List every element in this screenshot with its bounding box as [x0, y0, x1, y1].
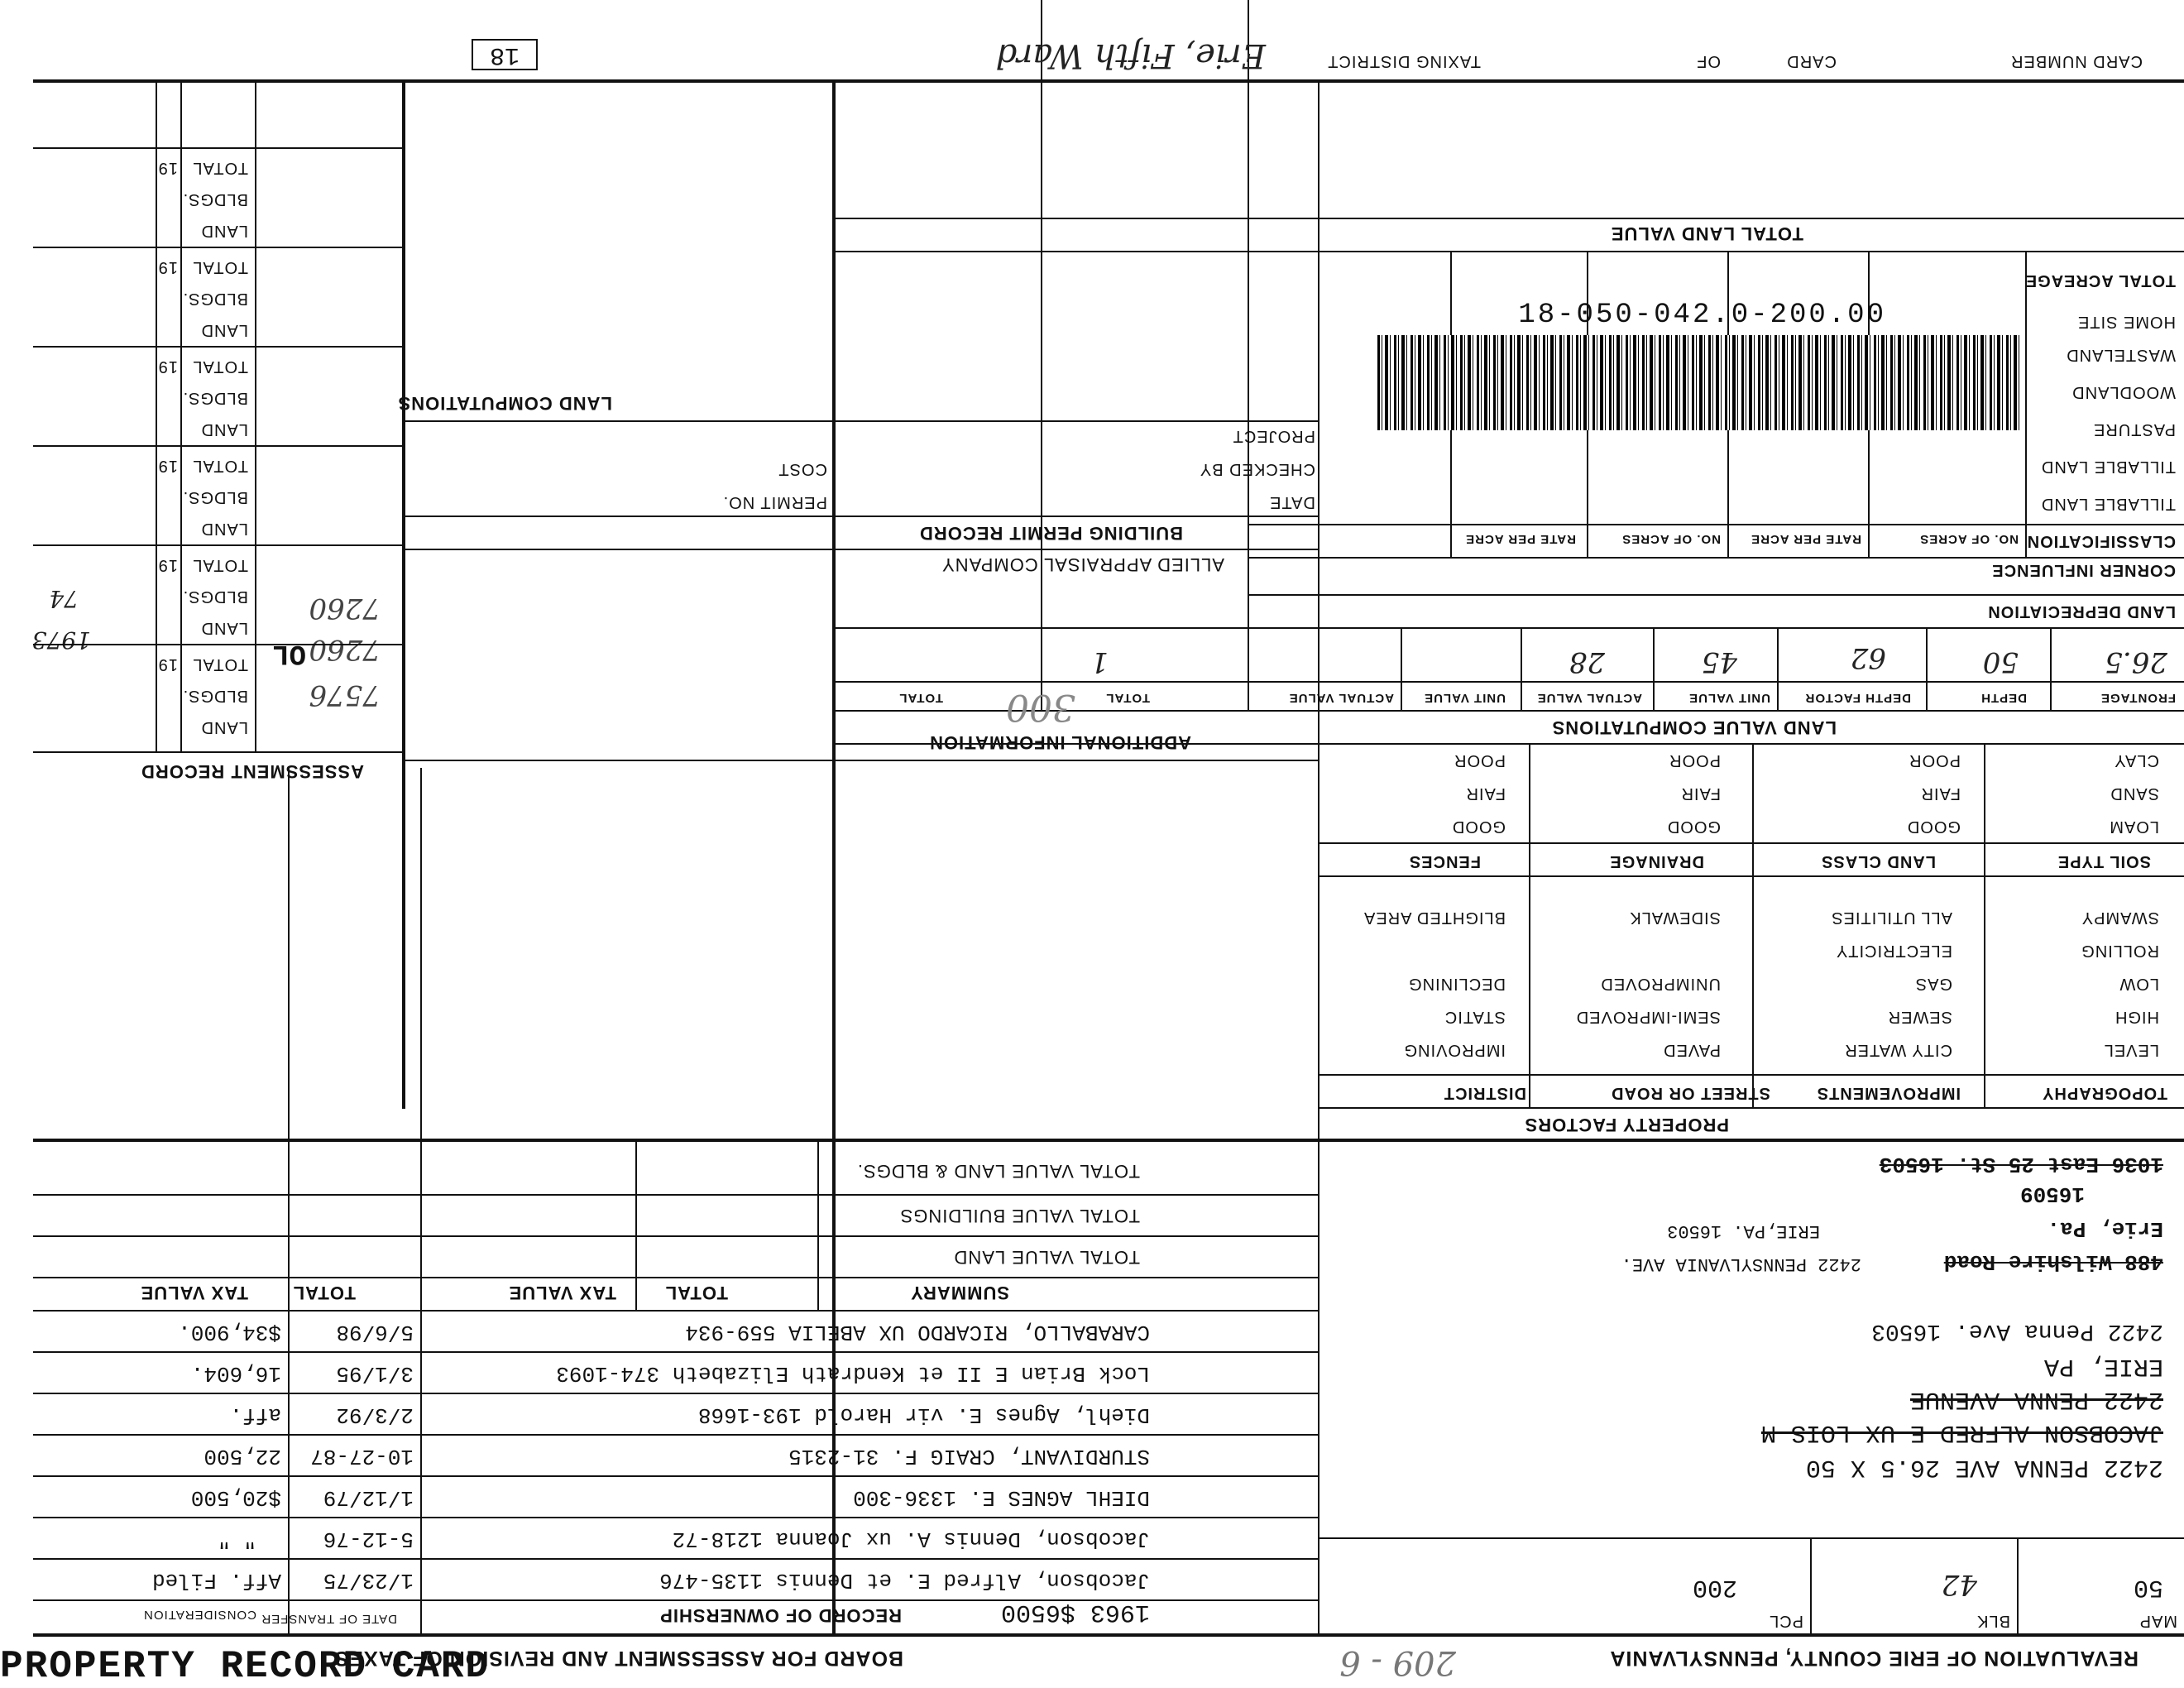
rate-header-2: RATE PER ACRE — [1465, 532, 1576, 546]
pasture-label: PASTURE — [2093, 420, 2176, 439]
woodland-label: WOODLAND — [2071, 383, 2176, 401]
topo-low: LOW — [2119, 975, 2159, 993]
owner-row-1: Jacobson, Alfred E. et Dennis 1135-476 — [659, 1568, 1150, 1593]
frontage-value: 26.5 — [2105, 645, 2167, 679]
address-line2: JACOBSON ALFRED E UX LOIS M — [1760, 1418, 2163, 1446]
owner-row-2-consideration: " " — [218, 1527, 256, 1551]
taxing-district-value: Erie, Fifth Ward — [995, 36, 1266, 74]
assess-total-2: TOTAL — [192, 556, 248, 574]
district-blighted: BLIGHTED AREA — [1363, 909, 1506, 927]
assess-total-4: TOTAL — [192, 357, 248, 376]
blk-label: BLK — [1976, 1612, 2010, 1630]
rate-header-1: RATE PER ACRE — [1751, 532, 1861, 546]
district-header: DISTRICT — [1443, 1084, 1526, 1102]
owner-row-6-date: 3/1/95 — [336, 1361, 414, 1386]
barcode-number: 18-050-042.0-200.00 — [1518, 300, 1886, 331]
fences-header: FENCES — [1408, 852, 1481, 870]
drainage-good: GOOD — [1666, 818, 1721, 836]
total-entry: 1 — [1090, 645, 1109, 679]
corner-influence-label: CORNER INFLUENCE — [1991, 561, 2176, 579]
checked-by-label: CHECKED BY — [1199, 460, 1315, 478]
assess-bldgs-3: BLDGS. — [182, 488, 248, 506]
owner-row-4: STURDIVANT, CRAIG F. 31-2315 — [788, 1444, 1150, 1469]
land-depreciation-label: LAND DEPRECIATION — [1987, 602, 2176, 621]
address-line9: 1036 East 25 St. 16503 — [1879, 1152, 2163, 1177]
improvements-header: IMPROVEMENTS — [1816, 1084, 1961, 1102]
owner-row-5-date: 2/3/92 — [336, 1403, 414, 1427]
topo-level: LEVEL — [2103, 1041, 2159, 1059]
district-improving: IMPROVING — [1403, 1041, 1506, 1059]
assess-bldgs-5: BLDGS. — [182, 290, 248, 308]
class-fair: FAIR — [1920, 784, 1961, 803]
owner-row-5: Diehl, Agnes E. vir Harold 193-1668 — [697, 1403, 1150, 1427]
drainage-fair: FAIR — [1680, 784, 1721, 803]
owner-row-3: DIEHL AGNES E. 1336-300 — [853, 1485, 1150, 1510]
actual-value-entry: 28 — [1569, 645, 1605, 679]
assess-land-2: LAND — [200, 619, 248, 637]
ol-mark: OL — [272, 637, 306, 669]
owner-row-4-consideration: 22,500 — [204, 1444, 281, 1469]
date-of-transfer-label: DATE OF TRANSFER — [261, 1612, 397, 1626]
assess-total-5: TOTAL — [192, 258, 248, 276]
depth-value: 50 — [1982, 645, 2019, 679]
topo-rolling: ROLLING — [2081, 942, 2159, 960]
assess-bldgs-1: BLDGS. — [182, 687, 248, 705]
owner-row-2: Jacobson, Dennis A. ux Joanna 1218-72 — [672, 1527, 1150, 1551]
allied-mark: 300 — [1006, 686, 1075, 728]
pcl-value: 200 — [1692, 1573, 1737, 1601]
summary-total-2: TOTAL — [292, 1283, 356, 1303]
address-line5: 2422 Penna Ave. 16503 — [1871, 1318, 2163, 1344]
unit-value-header: UNIT VALUE — [1688, 691, 1770, 705]
district-static: STATIC — [1444, 1008, 1506, 1026]
summary-tax-value-2: TAX VALUE — [140, 1283, 248, 1303]
property-factors-title: PROPERTY FACTORS — [1524, 1115, 1729, 1135]
tillable-land-2: TILLABLE LAND — [2040, 458, 2176, 476]
owner-row-6: Lock Brian E II et Kendrath Elizabeth 374-1093 — [556, 1361, 1150, 1386]
drainage-poor: POOR — [1669, 751, 1721, 770]
drainage-header: DRAINAGE — [1609, 852, 1704, 870]
topography-header: TOPOGRAPHY — [2042, 1084, 2167, 1102]
assess-year-3: 19 — [157, 457, 178, 475]
total-land-value-label: TOTAL LAND VALUE — [1610, 223, 1803, 244]
fences-poor: POOR — [1454, 751, 1506, 770]
fences-fair: FAIR — [1465, 784, 1506, 803]
imp-gas: GAS — [1914, 975, 1952, 993]
soil-clay: CLAY — [2114, 751, 2159, 770]
assess-land-4: LAND — [200, 420, 248, 439]
summary-total-land-bldgs: TOTAL VALUE LAND & BLDGS. — [856, 1161, 1140, 1182]
taxing-district-label: TAXING DISTRICT — [1327, 52, 1481, 70]
assess-land-6: LAND — [200, 222, 248, 240]
unit-value-header-2: UNIT VALUE — [1424, 691, 1506, 705]
wasteland-label: WASTELAND — [2066, 346, 2176, 364]
assess-year-4: 19 — [157, 357, 178, 376]
blk-value: 42 — [1941, 1568, 1977, 1601]
assess-year-6: 19 — [157, 159, 178, 177]
summary-total-buildings: TOTAL VALUE BUILDINGS — [899, 1206, 1140, 1226]
imp-sewer: SEWER — [1887, 1008, 1952, 1026]
pcl-label: PCL — [1769, 1612, 1803, 1630]
owner-row-7: CARABALLO, RICARDO UX ABELIA 559-934 — [685, 1320, 1150, 1345]
address-line7: Erie, Pa. — [2047, 1216, 2163, 1241]
address-line8: 16509 — [2019, 1182, 2085, 1206]
owner-row-6-consideration: 16,604. — [190, 1361, 281, 1386]
assess-bldgs-2: BLDGS. — [182, 587, 248, 606]
summary-total-land: TOTAL VALUE LAND — [953, 1247, 1140, 1268]
owner-row-3-consideration: $20,500 — [190, 1485, 281, 1510]
depth-factor-value: 62 — [1850, 641, 1886, 674]
address-line3: 2422 PENNA AVENUE — [1909, 1385, 2163, 1413]
card-title: PROPERTY RECORD CARD — [0, 1645, 491, 1688]
home-site-label: HOME SITE — [2076, 313, 2176, 331]
total-header-1: TOTAL — [1105, 691, 1150, 705]
imp-city-water: CITY WATER — [1844, 1041, 1952, 1059]
assess-total-3: TOTAL — [192, 457, 248, 475]
district-declining: DECLINING — [1408, 975, 1506, 993]
owner-row-1-date: 1/23/75 — [323, 1568, 414, 1593]
summary-tax-value-1: TAX VALUE — [508, 1283, 616, 1303]
address-line4: ERIE, PA — [2043, 1352, 2163, 1380]
topo-high: HIGH — [2115, 1008, 2159, 1026]
assess-bldgs-6: BLDGS. — [182, 190, 248, 209]
project-label: PROJECT — [1232, 427, 1315, 445]
street-paved: PAVED — [1663, 1041, 1721, 1059]
address-line1: 2422 PENNA AVE 26.5 X 50 — [1805, 1453, 2163, 1481]
assess-bldgs-4: BLDGS. — [182, 389, 248, 407]
county-title: REVALUATION OF ERIE COUNTY, PENNSYLVANIA — [1609, 1647, 2138, 1670]
map-label: MAP — [2138, 1612, 2177, 1630]
soil-loam: LOAM — [2109, 818, 2159, 836]
assessment-record-title: ASSESSMENT RECORD — [140, 761, 364, 782]
assessment-value-1: 7576 — [309, 679, 381, 712]
imp-all-utilities: ALL UTILITIES — [1831, 909, 1952, 927]
street-unimproved: UNIMPROVED — [1600, 975, 1721, 993]
header-stamp: 209 - 6 — [1339, 1643, 1456, 1681]
address-line7b: ERIE,PA. 16503 — [1667, 1220, 1820, 1241]
year-price: 1963 $6500 — [1000, 1598, 1150, 1626]
card-number-label: CARD NUMBER — [2010, 52, 2143, 70]
building-permit-label: BUILDING PERMIT RECORD — [919, 523, 1183, 544]
assess-land-5: LAND — [200, 321, 248, 339]
street-semi: SEMI-IMPROVED — [1575, 1008, 1721, 1026]
owner-row-1-consideration: Aff. Filed — [151, 1568, 281, 1593]
assess-year-1: 19 — [157, 655, 178, 674]
sheet-number: 18 — [472, 39, 538, 70]
actual-value-header: ACTUAL VALUE — [1536, 691, 1642, 705]
assessment-value-2: 7260 — [309, 633, 381, 666]
frontage-header: FRONTAGE — [2100, 691, 2176, 705]
year-written: 1973 — [31, 626, 91, 654]
owner-row-3-date: 1/12/79 — [323, 1485, 414, 1510]
ownership-title: RECORD OF OWNERSHIP — [659, 1605, 902, 1626]
date-label: DATE — [1269, 493, 1315, 511]
land-computations-label: LAND COMPUTATIONS — [397, 393, 612, 414]
depth-factor-header: DEPTH FACTOR — [1804, 691, 1911, 705]
assess-land-3: LAND — [200, 520, 248, 538]
class-good: GOOD — [1906, 818, 1961, 836]
topo-swampy: SWAMPY — [2081, 909, 2159, 927]
assess-year-5: 19 — [157, 258, 178, 276]
owner-row-2-date: 5-12-76 — [323, 1527, 414, 1551]
address-line6: 488 Wilshire Road — [1943, 1249, 2163, 1274]
allied-label: ALLIED APPRAISAL COMPANY — [941, 554, 1224, 575]
imp-electricity: ELECTRICITY — [1835, 942, 1952, 960]
land-class-header: LAND CLASS — [1821, 852, 1936, 870]
summary-label: SUMMARY — [910, 1283, 1009, 1303]
address-line6b: 2422 PENNSYLVANIA AVE. — [1621, 1254, 1861, 1274]
cost-label: COST — [778, 460, 827, 478]
owner-row-4-date: 10-27-87 — [310, 1444, 414, 1469]
card-label: CARD — [1786, 52, 1837, 70]
class-poor: POOR — [1909, 751, 1961, 770]
unit-value-entry: 45 — [1701, 645, 1737, 679]
year-74: 74 — [49, 585, 79, 612]
assess-total-6: TOTAL — [192, 159, 248, 177]
owner-row-7-consideration: $34,900. — [178, 1320, 281, 1345]
permit-no-label: PERMIT NO. — [722, 493, 827, 511]
classification-label: CLASSIFICATION — [2026, 532, 2176, 550]
owner-row-5-consideration: aff. — [229, 1403, 281, 1427]
total-acreage-label: TOTAL ACREAGE — [2024, 271, 2176, 290]
consideration-label: CONSIDERATION — [143, 1608, 256, 1622]
assess-year-2: 19 — [157, 556, 178, 574]
parcel-barcode — [1377, 335, 2023, 430]
street-header: STREET OR ROAD — [1611, 1084, 1770, 1102]
summary-total-1: TOTAL — [664, 1283, 728, 1303]
total-header-2: TOTAL — [898, 691, 943, 705]
additional-info-label: ADDITIONAL INFORMATION — [929, 732, 1191, 753]
street-sidewalk: SIDEWALK — [1629, 909, 1721, 927]
soil-type-header: SOIL TYPE — [2057, 852, 2151, 870]
tillable-land-1: TILLABLE LAND — [2040, 495, 2176, 513]
of-label: OF — [1696, 52, 1721, 70]
board-title: BOARD FOR ASSESSMENT AND REVISION OF TAXES — [333, 1647, 903, 1670]
land-value-title: LAND VALUE COMPUTATIONS — [1551, 717, 1837, 738]
actual-value-header-2: ACTUAL VALUE — [1288, 691, 1394, 705]
owner-row-7-date: 5/6/98 — [336, 1320, 414, 1345]
map-value: 50 — [2133, 1573, 2163, 1601]
depth-header: DEPTH — [1980, 691, 2027, 705]
soil-sand: SAND — [2110, 784, 2159, 803]
acres-header-2: NO. OF ACRES — [1621, 532, 1721, 546]
assess-land-1: LAND — [200, 718, 248, 736]
fences-good: GOOD — [1451, 818, 1506, 836]
acres-header-1: NO. OF ACRES — [1919, 532, 2019, 546]
assess-total-1: TOTAL — [192, 655, 248, 674]
assessment-value-3: 7260 — [309, 592, 381, 625]
